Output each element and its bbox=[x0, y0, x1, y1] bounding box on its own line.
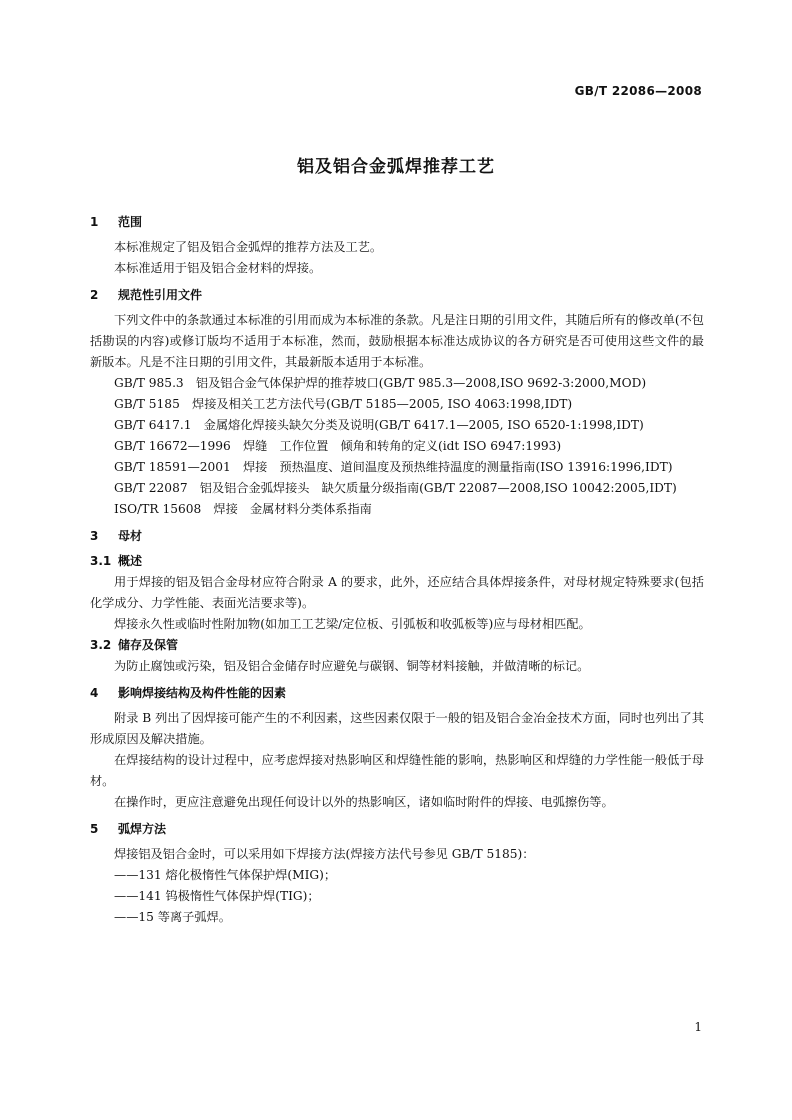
section-4-heading bbox=[90, 683, 704, 704]
document-body bbox=[90, 212, 704, 928]
subsection-title: 储存及保管 bbox=[118, 638, 179, 652]
document-title: 铝及铝合金弧焊推荐工艺 bbox=[297, 157, 495, 177]
reference-item: GB/T 985.3 铝及铝合金气体保护焊的推荐坡口(GB/T 985.3—2008,ISO 9692-3:2000,MOD) bbox=[114, 376, 647, 390]
paragraph: 在操作时，更应注意避免出现任何设计以外的热影响区，诸如临时附件的焊接、电弧擦伤等。 bbox=[114, 795, 614, 809]
section-title: 影响焊接结构及构件性能的因素 bbox=[118, 686, 287, 700]
section-title: 弧焊方法 bbox=[118, 822, 167, 836]
paragraph: 在焊接结构的设计过程中，应考虑焊接对热影响区和焊缝性能的影响，热影响区和焊缝的力学性能一般低于母材。 bbox=[90, 753, 704, 788]
section-title: 母材 bbox=[118, 529, 143, 543]
subsection-number: 3.1 bbox=[90, 554, 112, 568]
section-2-heading bbox=[90, 285, 704, 306]
reference-item: GB/T 16672—1996 焊缝 工作位置 倾角和转角的定义(idt ISO 6947:1993) bbox=[114, 439, 562, 453]
paragraph: 下列文件中的条款通过本标准的引用而成为本标准的条款。凡是注日期的引用文件，其随后所有的修改单(不包括勘误的内容)或修订版均不适用于本标准，然而，鼓励根据本标准达成协议的各方研究是否可使用这些文件的最新版本。凡是不注日期的引用文件，其最新版本适用于本标准。 bbox=[90, 313, 704, 369]
section-title: 范围 bbox=[118, 215, 143, 229]
subsection-number: 3.2 bbox=[90, 638, 112, 652]
section-number: 3 bbox=[90, 529, 99, 543]
section-1-heading bbox=[90, 212, 704, 233]
paragraph: 焊接铝及铝合金时，可以采用如下焊接方法(焊接方法代号参见 GB/T 5185)： bbox=[114, 847, 535, 861]
reference-item: GB/T 22087 铝及铝合金弧焊接头 缺欠质量分级指南(GB/T 22087—2008,ISO 10042:2005,IDT) bbox=[114, 481, 677, 495]
section-number: 4 bbox=[90, 686, 99, 700]
subsection-3-1-heading bbox=[90, 551, 704, 572]
list-item: ——15 等离子弧焊。 bbox=[114, 910, 231, 924]
list-item: ——141 钨极惰性气体保护焊(TIG)； bbox=[114, 889, 320, 903]
paragraph: 本标准适用于铝及铝合金材料的焊接。 bbox=[114, 261, 322, 275]
standard-number: GB/T 22086—2008 bbox=[574, 84, 702, 98]
paragraph: 用于焊接的铝及铝合金母材应符合附录 A 的要求，此外，还应结合具体焊接条件，对母材规定特殊要求(包括化学成分、力学性能、表面光洁要求等)。 bbox=[90, 575, 704, 610]
paragraph: 为防止腐蚀或污染，铝及铝合金储存时应避免与碳钢、铜等材料接触，并做清晰的标记。 bbox=[114, 659, 590, 673]
section-title: 规范性引用文件 bbox=[118, 288, 203, 302]
section-number: 2 bbox=[90, 288, 99, 302]
section-number: 5 bbox=[90, 822, 99, 836]
subsection-title: 概述 bbox=[118, 554, 143, 568]
section-3-heading bbox=[90, 526, 704, 547]
reference-item: ISO/TR 15608 焊接 金属材料分类体系指南 bbox=[114, 502, 372, 516]
list-item: ——131 熔化极惰性气体保护焊(MIG)； bbox=[114, 868, 337, 882]
reference-item: GB/T 18591—2001 焊接 预热温度、道间温度及预热维持温度的测量指南(ISO 13916:1996,IDT) bbox=[114, 460, 673, 474]
section-5-heading bbox=[90, 819, 704, 840]
reference-item: GB/T 5185 焊接及相关工艺方法代号(GB/T 5185—2005, ISO 4063:1998,IDT) bbox=[114, 397, 573, 411]
reference-item: GB/T 6417.1 金属熔化焊接头缺欠分类及说明(GB/T 6417.1—2005, ISO 6520-1:1998,IDT) bbox=[114, 418, 644, 432]
paragraph: 本标准规定了铝及铝合金弧焊的推荐方法及工艺。 bbox=[114, 240, 383, 254]
paragraph: 附录 B 列出了因焊接可能产生的不利因素，这些因素仅限于一般的铝及铝合金冶金技术方面，同时也列出了其形成原因及解决措施。 bbox=[90, 711, 704, 746]
subsection-3-2-heading bbox=[90, 635, 704, 656]
section-number: 1 bbox=[90, 215, 99, 229]
page-number: 1 bbox=[694, 1020, 702, 1034]
paragraph: 焊接永久性或临时性附加物(如加工工艺梁/定位板、引弧板和收弧板等)应与母材相匹配。 bbox=[114, 617, 591, 631]
